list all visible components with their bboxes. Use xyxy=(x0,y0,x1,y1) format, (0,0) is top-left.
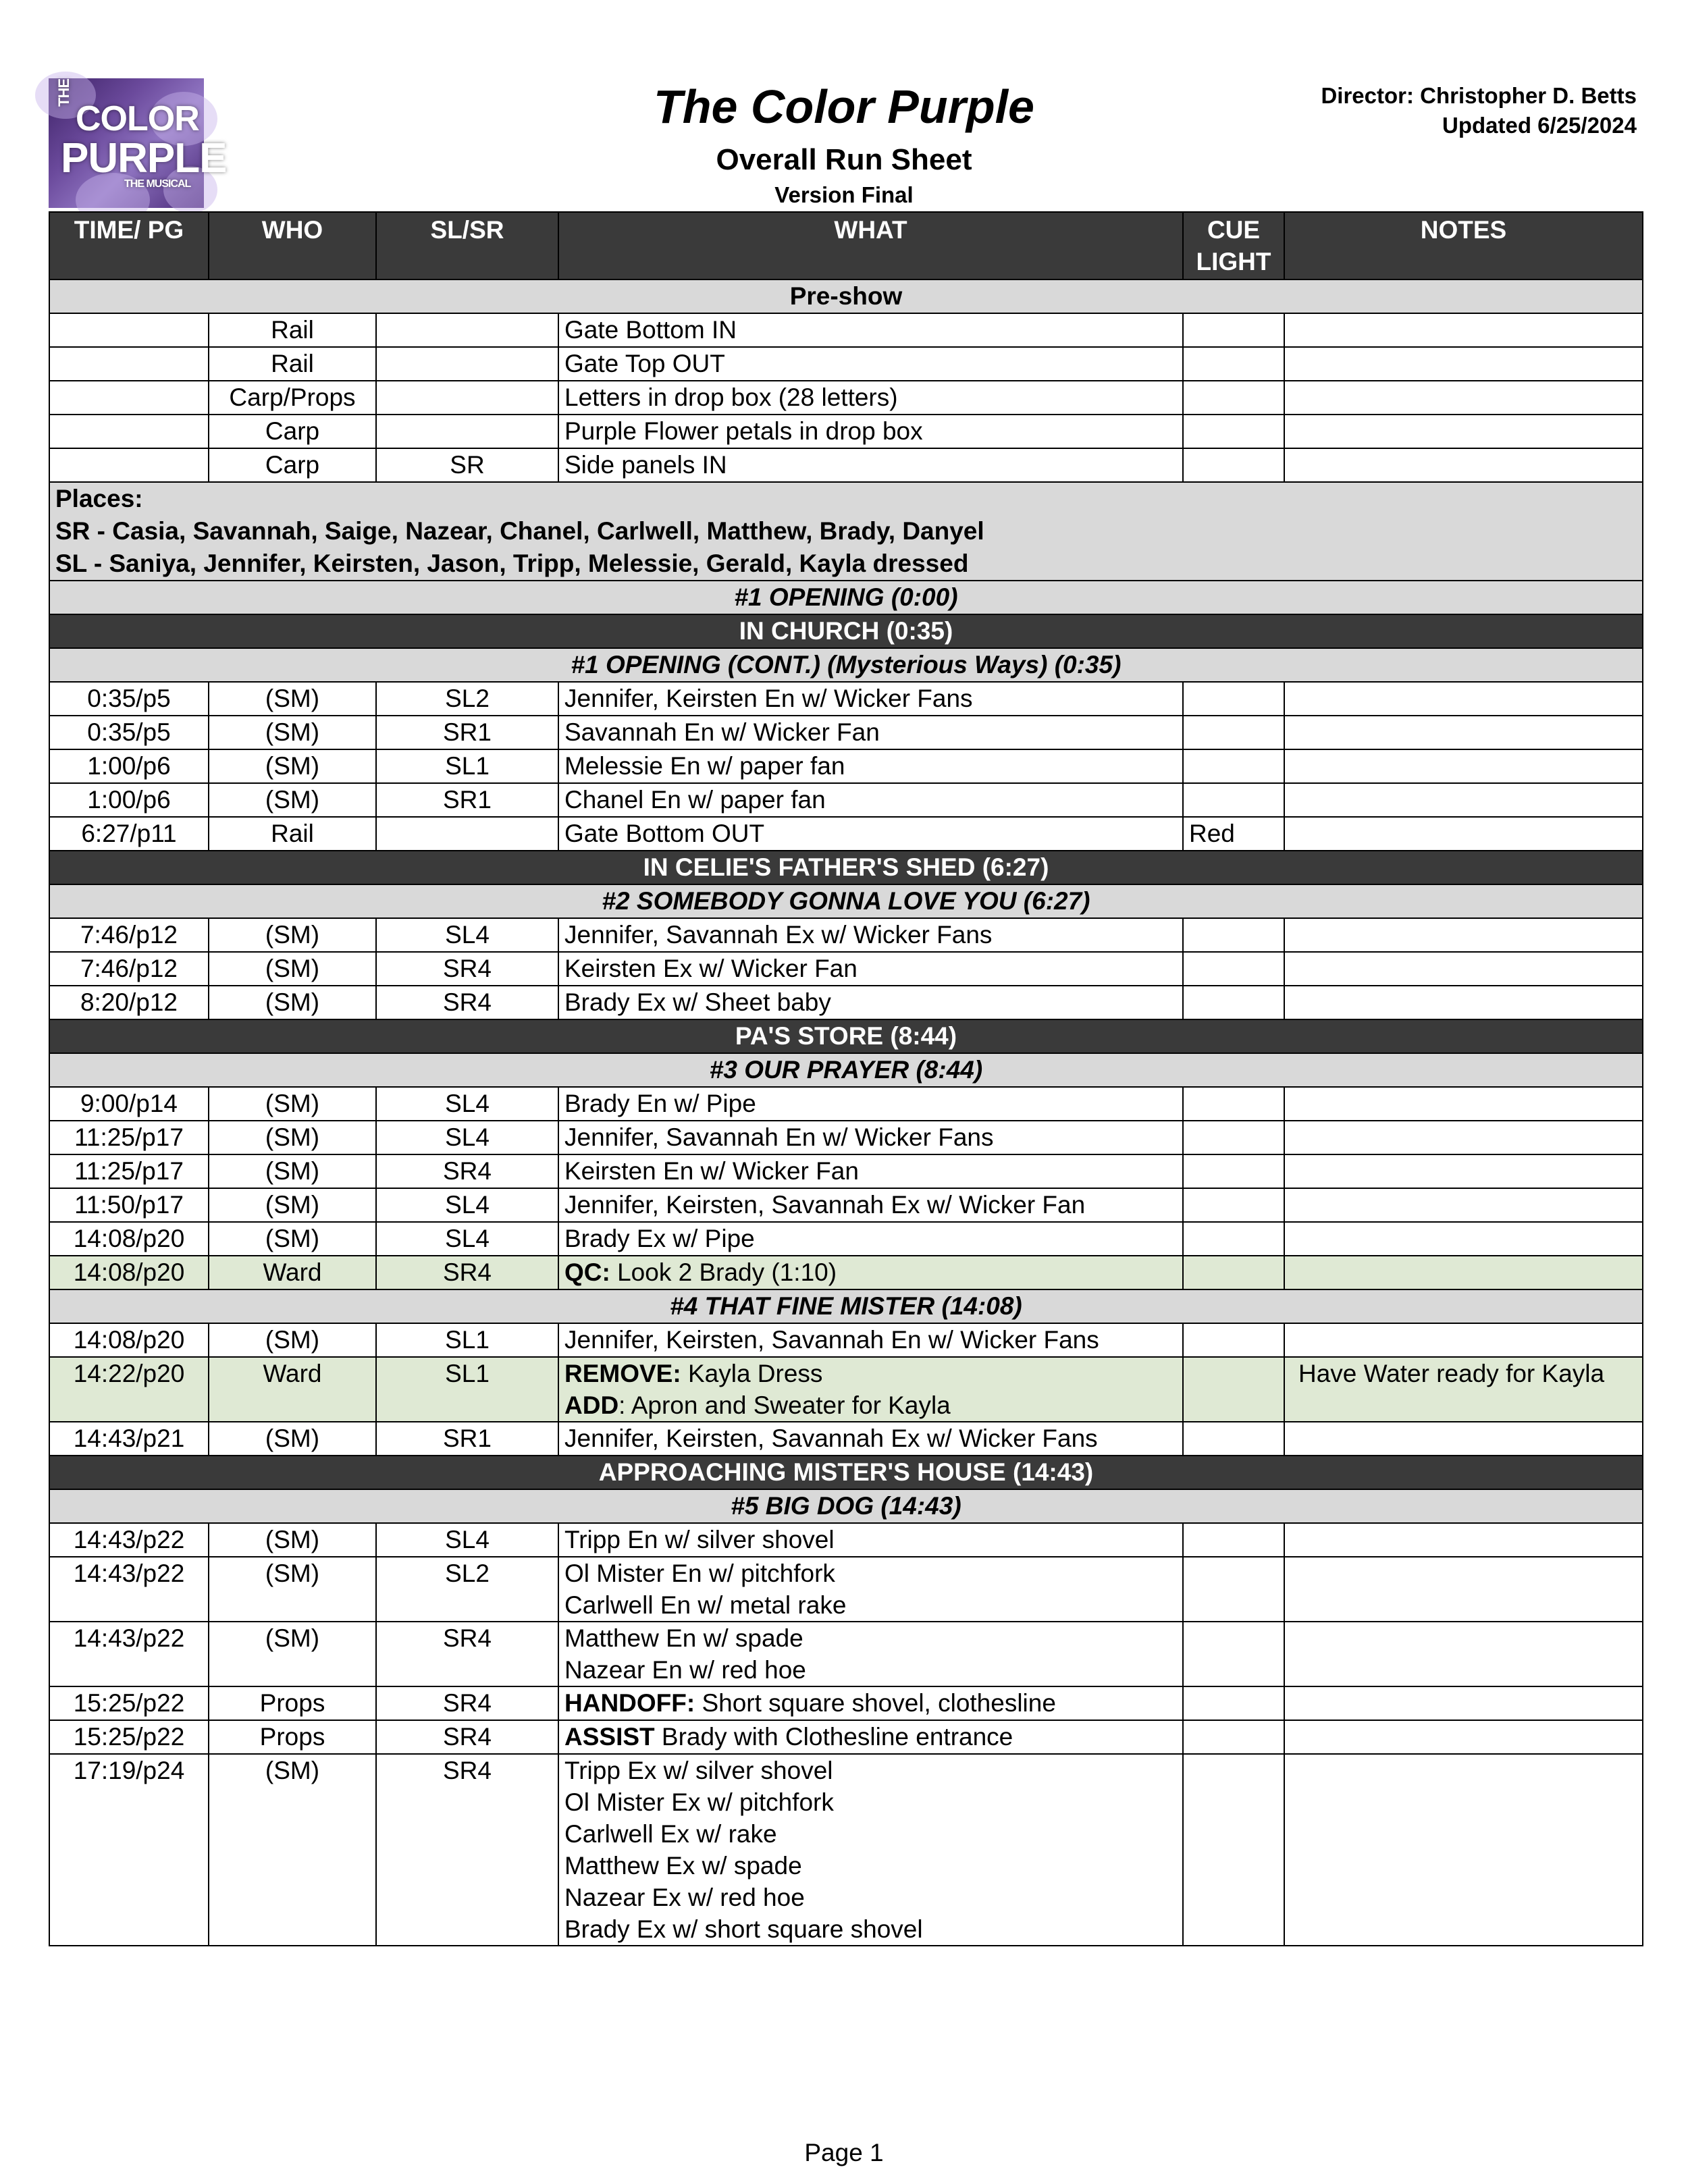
table-row: Carp Purple Flower petals in drop box xyxy=(49,415,1643,448)
table-row: 14:43/p21 (SM) SR1 Jennifer, Keirsten, Savannah Ex w/ Wicker Fans xyxy=(49,1422,1643,1456)
table-row: Rail Gate Top OUT xyxy=(49,347,1643,381)
scene-header: APPROACHING MISTER'S HOUSE (14:43) xyxy=(49,1456,1643,1489)
table-row: 7:46/p12 (SM) SR4 Keirsten Ex w/ Wicker Fan xyxy=(49,952,1643,986)
show-logo: THE COLOR PURPLE THE MUSICAL xyxy=(49,78,204,208)
scene-header: IN CHURCH (0:35) xyxy=(49,614,1643,648)
table-row: Carp SR Side panels IN xyxy=(49,448,1643,482)
table-row: 0:35/p5 (SM) SR1 Savannah En w/ Wicker Fan xyxy=(49,716,1643,749)
page-subtitle: Overall Run Sheet xyxy=(716,143,972,176)
col-what: WHAT xyxy=(558,212,1183,279)
table-row: 1:00/p6 (SM) SR1 Chanel En w/ paper fan xyxy=(49,783,1643,817)
table-row: 15:25/p22 Props SR4 ASSIST Brady with Clothesline entrance xyxy=(49,1720,1643,1754)
scene-header: IN CELIE'S FATHER'S SHED (6:27) xyxy=(49,851,1643,884)
cue-light-value: Red xyxy=(1183,817,1284,851)
page-title: The Color Purple xyxy=(654,80,1034,133)
song-header: #1 OPENING (0:00) xyxy=(49,581,1643,614)
updated-date: Updated 6/25/2024 xyxy=(1442,113,1637,138)
table-row: 14:08/p20 (SM) SL4 Brady Ex w/ Pipe xyxy=(49,1222,1643,1256)
table-row: 11:25/p17 (SM) SL4 Jennifer, Savannah En w/ Wicker Fans xyxy=(49,1121,1643,1154)
table-row: 14:43/p22 (SM) SL4 Tripp En w/ silver shovel xyxy=(49,1523,1643,1557)
table-row: 0:35/p5 (SM) SL2 Jennifer, Keirsten En w/ Wicker Fans xyxy=(49,682,1643,716)
table-row: 8:20/p12 (SM) SR4 Brady Ex w/ Sheet baby xyxy=(49,986,1643,1019)
table-row: 14:43/p22 (SM) SR4 Matthew En w/ spade Nazear En w/ red hoe xyxy=(49,1622,1643,1686)
places-label: Places: xyxy=(55,485,143,512)
table-row: 14:43/p22 (SM) SL2 Ol Mister En w/ pitchfork Carlwell En w/ metal rake xyxy=(49,1557,1643,1622)
table-row: 6:27/p11 Rail Gate Bottom OUT Red xyxy=(49,817,1643,851)
col-who: WHO xyxy=(209,212,376,279)
wardrobe-row: 14:08/p20 Ward SR4 QC: Look 2 Brady (1:10) xyxy=(49,1256,1643,1289)
song-header: #3 OUR PRAYER (8:44) xyxy=(49,1053,1643,1087)
scene-header: PA'S STORE (8:44) xyxy=(49,1019,1643,1053)
song-header: #2 SOMEBODY GONNA LOVE YOU (6:27) xyxy=(49,884,1643,918)
table-row: 14:08/p20 (SM) SL1 Jennifer, Keirsten, Savannah En w/ Wicker Fans xyxy=(49,1323,1643,1357)
page-number: Page 1 xyxy=(804,2139,884,2166)
table-row: 7:46/p12 (SM) SL4 Jennifer, Savannah Ex w/ Wicker Fans xyxy=(49,918,1643,952)
col-cue-light: CUE LIGHT xyxy=(1183,212,1284,279)
table-header-row xyxy=(49,212,1643,279)
song-header: #4 THAT FINE MISTER (14:08) xyxy=(49,1289,1643,1323)
table-row: 15:25/p22 Props SR4 HANDOFF: Short square shovel, clothesline xyxy=(49,1686,1643,1720)
places-sl: SL - Saniya, Jennifer, Keirsten, Jason, Tripp, Melessie, Gerald, Kayla dressed xyxy=(55,550,969,577)
version-label: Version Final xyxy=(774,182,914,207)
director-info xyxy=(1321,81,1637,140)
table-row: 9:00/p14 (SM) SL4 Brady En w/ Pipe xyxy=(49,1087,1643,1121)
wardrobe-row: 14:22/p20 Ward SL1 REMOVE: Kayla Dress ADD: Apron and Sweater for Kayla Have Water ready for Kayla xyxy=(49,1357,1643,1422)
places-sr: SR - Casia, Savannah, Saige, Nazear, Chanel, Carlwell, Matthew, Brady, Danyel xyxy=(55,517,984,545)
col-time: TIME/ PG xyxy=(49,212,209,279)
table-row: 11:50/p17 (SM) SL4 Jennifer, Keirsten, Savannah Ex w/ Wicker Fan xyxy=(49,1188,1643,1222)
table-row: Rail Gate Bottom IN xyxy=(49,313,1643,347)
col-notes: NOTES xyxy=(1284,212,1643,279)
director-name: Director: Christopher D. Betts xyxy=(1321,83,1637,108)
col-side: SL/SR xyxy=(376,212,558,279)
places-block xyxy=(49,482,1643,581)
song-header: #1 OPENING (CONT.) (Mysterious Ways) (0:35) xyxy=(49,648,1643,682)
table-row: 11:25/p17 (SM) SR4 Keirsten En w/ Wicker Fan xyxy=(49,1154,1643,1188)
table-row: Carp/Props Letters in drop box (28 letters) xyxy=(49,381,1643,415)
note-text: Have Water ready for Kayla xyxy=(1284,1357,1643,1422)
table-row: 1:00/p6 (SM) SL1 Melessie En w/ paper fan xyxy=(49,749,1643,783)
table-row: 17:19/p24 (SM) SR4 Tripp Ex w/ silver shovel Ol Mister Ex w/ pitchfork Carlwell Ex w/ rake Matthew Ex w/ spade Nazear Ex w/ red hoe Brady Ex w/ short square shovel xyxy=(49,1754,1643,1946)
song-header: #5 BIG DOG (14:43) xyxy=(49,1489,1643,1523)
run-sheet-table xyxy=(49,211,1643,1946)
section-preshow: Pre-show xyxy=(49,279,1643,313)
